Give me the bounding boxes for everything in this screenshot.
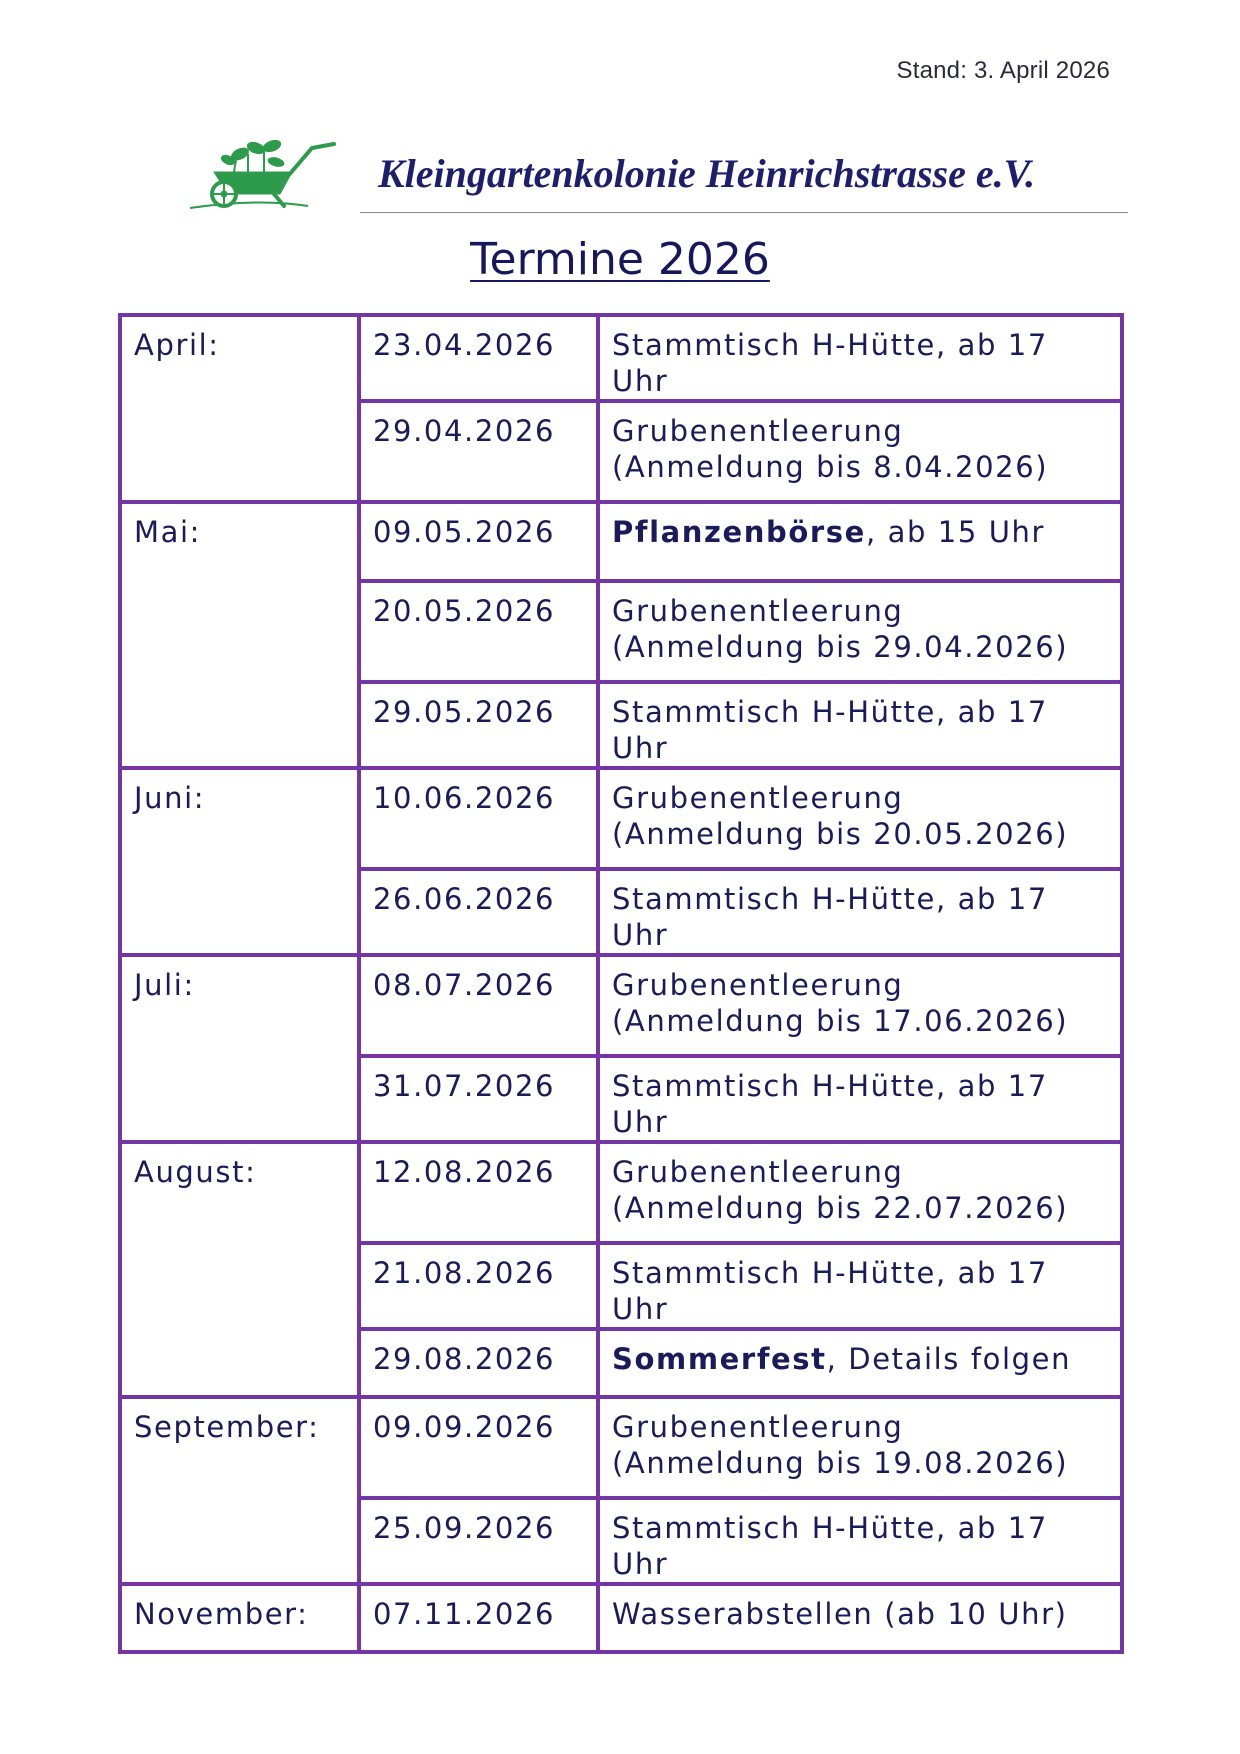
event-cell	[598, 1329, 1122, 1397]
event-cell	[598, 768, 1122, 869]
table-row	[120, 1584, 1122, 1652]
letterhead	[188, 136, 1128, 216]
event-line: (Anmeldung bis 29.04.2026)	[612, 630, 1069, 664]
event-line: Grubenentleerung	[612, 781, 904, 815]
date-cell: 21.08.2026	[359, 1243, 598, 1329]
event-cell	[598, 401, 1122, 502]
month-cell: August:	[120, 1142, 359, 1397]
schedule-table	[118, 313, 1124, 1654]
event-cell: Wasserabstellen (ab 10 Uhr)	[598, 1584, 1122, 1652]
month-cell: April:	[120, 315, 359, 502]
header-rule	[360, 212, 1128, 213]
event-cell	[598, 502, 1122, 581]
page-title-wrap	[0, 234, 1240, 285]
date-cell: 29.05.2026	[359, 682, 598, 768]
event-highlight: Sommerfest	[612, 1342, 827, 1376]
event-line: (Anmeldung bis 20.05.2026)	[612, 817, 1069, 851]
event-cell: Stammtisch H-Hütte, ab 17 Uhr	[598, 315, 1122, 401]
date-cell: 29.08.2026	[359, 1329, 598, 1397]
event-cell: Stammtisch H-Hütte, ab 17 Uhr	[598, 869, 1122, 955]
table-row	[120, 955, 1122, 1056]
month-cell: November:	[120, 1584, 359, 1652]
date-cell: 25.09.2026	[359, 1498, 598, 1584]
date-cell: 09.09.2026	[359, 1397, 598, 1498]
event-line: (Anmeldung bis 17.06.2026)	[612, 1004, 1069, 1038]
event-line: (Anmeldung bis 22.07.2026)	[612, 1191, 1069, 1225]
event-cell	[598, 955, 1122, 1056]
event-line: (Anmeldung bis 19.08.2026)	[612, 1446, 1069, 1480]
date-cell: 10.06.2026	[359, 768, 598, 869]
month-cell: Mai:	[120, 502, 359, 768]
date-cell: 20.05.2026	[359, 581, 598, 682]
event-cell: Stammtisch H-Hütte, ab 17 Uhr	[598, 682, 1122, 768]
event-highlight: Pflanzenbörse	[612, 515, 866, 549]
event-line: (Anmeldung bis 8.04.2026)	[612, 450, 1049, 484]
stand-date: Stand: 3. April 2026	[896, 57, 1110, 84]
month-cell: Juni:	[120, 768, 359, 955]
event-text: , ab 15 Uhr	[865, 515, 1046, 549]
event-line: Grubenentleerung	[612, 594, 904, 628]
date-cell: 26.06.2026	[359, 869, 598, 955]
event-line: Grubenentleerung	[612, 968, 904, 1002]
event-cell: Stammtisch H-Hütte, ab 17 Uhr	[598, 1056, 1122, 1142]
month-cell: Juli:	[120, 955, 359, 1142]
event-line: Grubenentleerung	[612, 1155, 904, 1189]
table-row	[120, 315, 1122, 401]
event-text: , Details folgen	[826, 1342, 1072, 1376]
date-cell: 07.11.2026	[359, 1584, 598, 1652]
date-cell: 08.07.2026	[359, 955, 598, 1056]
date-cell: 12.08.2026	[359, 1142, 598, 1243]
organization-name: Kleingartenkolonie Heinrichstrasse e.V.	[378, 151, 1036, 196]
event-cell: Stammtisch H-Hütte, ab 17 Uhr	[598, 1498, 1122, 1584]
event-line: Grubenentleerung	[612, 1410, 904, 1444]
table-row	[120, 768, 1122, 869]
event-cell	[598, 1142, 1122, 1243]
table-row	[120, 502, 1122, 581]
page-title: Termine 2026	[470, 234, 770, 285]
event-line: Grubenentleerung	[612, 414, 904, 448]
table-row	[120, 1142, 1122, 1243]
event-cell	[598, 581, 1122, 682]
date-cell: 29.04.2026	[359, 401, 598, 502]
event-cell	[598, 1397, 1122, 1498]
date-cell: 09.05.2026	[359, 502, 598, 581]
table-row	[120, 1397, 1122, 1498]
wheelbarrow-with-plants-icon	[188, 136, 352, 212]
date-cell: 31.07.2026	[359, 1056, 598, 1142]
date-cell: 23.04.2026	[359, 315, 598, 401]
event-cell: Stammtisch H-Hütte, ab 17 Uhr	[598, 1243, 1122, 1329]
month-cell: September:	[120, 1397, 359, 1584]
